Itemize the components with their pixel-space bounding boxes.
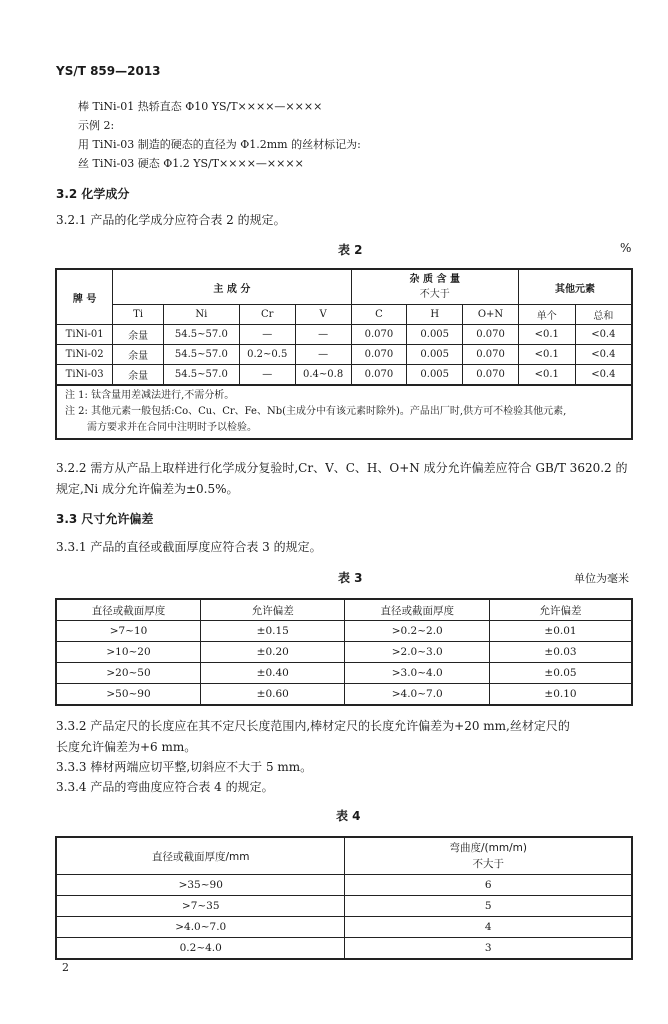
- brand-header: 牌 号: [56, 269, 113, 325]
- table-cell: 0.070: [463, 345, 519, 365]
- clause-3-2-2-continued: 规定,Ni 成分允许偏差为±0.5%。: [56, 482, 239, 496]
- col-header: 直径或截面厚度: [345, 599, 490, 621]
- main-component-header: 主 成 分: [113, 269, 351, 305]
- table-cell: >50~90: [56, 684, 201, 706]
- impurity-header: [351, 269, 518, 305]
- table-row: [56, 365, 632, 386]
- col-header: 单个: [518, 305, 575, 325]
- dimension-tolerance-table: [55, 598, 633, 706]
- clause-3-3-2-continued: 长度允许偏差为+6 mm。: [56, 740, 197, 754]
- clause-3-2-2: 3.2.2 需方从产品上取样进行化学成分复验时,Cr、V、C、H、O+N 成分允许偏差应符合 GB/T 3620.2 的: [56, 461, 628, 475]
- table3-unit: 单位为毫米: [574, 572, 629, 585]
- table-cell: —: [239, 365, 295, 386]
- table-cell: 0.070: [351, 345, 407, 365]
- table-row: [56, 345, 632, 365]
- col-header: 直径或截面厚度: [56, 599, 201, 621]
- table4-caption: 表 4: [336, 809, 361, 823]
- table-cell: <0.1: [518, 325, 575, 345]
- example-heading: 示例 2:: [78, 119, 115, 132]
- table-cell: 余量: [113, 345, 164, 365]
- table-cell: >4.0~7.0: [56, 917, 345, 938]
- table-cell: >7~10: [56, 621, 201, 642]
- col-header: Ni: [163, 305, 239, 325]
- table-cell: 0.070: [351, 365, 407, 386]
- table-cell: 0.070: [463, 325, 519, 345]
- table-cell: 0.4~0.8: [295, 365, 351, 386]
- example-line: 棒 TiNi-01 热轿直态 Φ10 YS/T××××—××××: [78, 100, 323, 113]
- clause-3-3-4: 3.3.4 产品的弯曲度应符合表 4 的规定。: [56, 780, 274, 794]
- table-row: [56, 875, 632, 896]
- clause-3-3-3: 3.3.3 棒材两端应切平整,切斜应不大于 5 mm。: [56, 760, 313, 774]
- col-header-bow: [345, 837, 632, 875]
- table-cell: 54.5~57.0: [163, 325, 239, 345]
- table-cell: <0.4: [575, 345, 632, 365]
- table-cell: ±0.40: [201, 663, 345, 684]
- table-cell: <0.1: [518, 345, 575, 365]
- table-row: [56, 663, 632, 684]
- table-cell: 0.070: [351, 325, 407, 345]
- table-cell: TiNi-02: [56, 345, 113, 365]
- table-cell: —: [295, 345, 351, 365]
- col-header: 允许偏差: [201, 599, 345, 621]
- table-cell: 0.005: [407, 345, 463, 365]
- table-cell: 余量: [113, 325, 164, 345]
- col-header: 直径或截面厚度/mm: [56, 837, 345, 875]
- section-title-chemistry: 3.2 化学成分: [56, 187, 130, 201]
- table-cell: 0.2~4.0: [56, 938, 345, 960]
- table-cell: >3.0~4.0: [345, 663, 490, 684]
- table-cell: >35~90: [56, 875, 345, 896]
- table-cell: ±0.01: [490, 621, 632, 642]
- section-title-dimensions: 3.3 尺寸允许偏差: [56, 512, 154, 526]
- clause-3-3-1: 3.3.1 产品的直径或截面厚度应符合表 3 的规定。: [56, 540, 322, 554]
- table-cell: <0.4: [575, 325, 632, 345]
- table-cell: 0.005: [407, 365, 463, 386]
- table-cell: 54.5~57.0: [163, 345, 239, 365]
- impurity-header-max: 不大于: [419, 289, 450, 300]
- table-cell: 0.2~0.5: [239, 345, 295, 365]
- table-row: [56, 896, 632, 917]
- standard-code: YS/T 859—2013: [56, 64, 161, 78]
- table-cell: >7~35: [56, 896, 345, 917]
- table-row: [56, 684, 632, 706]
- table-row: [56, 642, 632, 663]
- col-header: 总和: [575, 305, 632, 325]
- note-1: 注 1: 钛含量用差减法进行,不需分析。: [65, 390, 235, 401]
- table-cell: 54.5~57.0: [163, 365, 239, 386]
- example-line: 丝 TiNi-03 硬态 Φ1.2 YS/T××××—××××: [78, 157, 304, 170]
- table-cell: >20~50: [56, 663, 201, 684]
- table3-caption: 表 3: [338, 571, 363, 585]
- straightness-table: [55, 836, 633, 960]
- table-cell: 0.005: [407, 325, 463, 345]
- col-header: Ti: [113, 305, 164, 325]
- table-cell: 余量: [113, 365, 164, 386]
- note-2-continued: 需方要求并在合同中注明时予以检验。: [87, 422, 257, 433]
- table-row: [56, 938, 632, 960]
- table-cell: —: [295, 325, 351, 345]
- col-header: O+N: [463, 305, 519, 325]
- table-cell: —: [239, 325, 295, 345]
- table-cell: ±0.15: [201, 621, 345, 642]
- table-cell: 3: [345, 938, 632, 960]
- table2-unit: %: [620, 241, 632, 255]
- table-cell: ±0.20: [201, 642, 345, 663]
- table-cell: TiNi-03: [56, 365, 113, 386]
- table-cell: >0.2~2.0: [345, 621, 490, 642]
- note-2: 注 2: 其他元素一般包括:Co、Cu、Cr、Fe、Nb(主成分中有该元素时除外)。产品出厂时,供方可不检验其他元素,: [65, 406, 567, 417]
- col-header: H: [407, 305, 463, 325]
- bow-header-max: 不大于: [472, 858, 504, 870]
- col-header: Cr: [239, 305, 295, 325]
- col-header: C: [351, 305, 407, 325]
- bow-header-label: 弯曲度/(mm/m): [449, 842, 527, 854]
- table-row: [56, 917, 632, 938]
- table2-caption: 表 2: [338, 243, 363, 257]
- col-header: 允许偏差: [490, 599, 632, 621]
- col-header: V: [295, 305, 351, 325]
- table-cell: 5: [345, 896, 632, 917]
- table-row: [56, 325, 632, 345]
- example-line: 用 TiNi-03 制造的硬态的直径为 Φ1.2mm 的丝材标记为:: [78, 138, 361, 151]
- table-cell: ±0.03: [490, 642, 632, 663]
- table-cell: ±0.05: [490, 663, 632, 684]
- table-cell: >10~20: [56, 642, 201, 663]
- table-cell: 0.070: [463, 365, 519, 386]
- table-cell: >2.0~3.0: [345, 642, 490, 663]
- table-cell: TiNi-01: [56, 325, 113, 345]
- impurity-header-label: 杂 质 含 量: [409, 274, 460, 285]
- table-cell: <0.4: [575, 365, 632, 386]
- table-row: [56, 621, 632, 642]
- table-cell: <0.1: [518, 365, 575, 386]
- table2-notes: [56, 385, 632, 439]
- clause-3-3-2: 3.3.2 产品定尺的长度应在其不定尺长度范围内,棒材定尺的长度允许偏差为+20 mm,丝材定尺的: [56, 719, 570, 733]
- table-cell: ±0.60: [201, 684, 345, 706]
- chemical-composition-table: [55, 268, 633, 440]
- page-number: 2: [62, 961, 69, 974]
- table-cell: >4.0~7.0: [345, 684, 490, 706]
- other-elements-header: 其他元素: [518, 269, 632, 305]
- table-cell: ±0.10: [490, 684, 632, 706]
- table-cell: 4: [345, 917, 632, 938]
- clause-3-2-1: 3.2.1 产品的化学成分应符合表 2 的规定。: [56, 213, 286, 227]
- table-cell: 6: [345, 875, 632, 896]
